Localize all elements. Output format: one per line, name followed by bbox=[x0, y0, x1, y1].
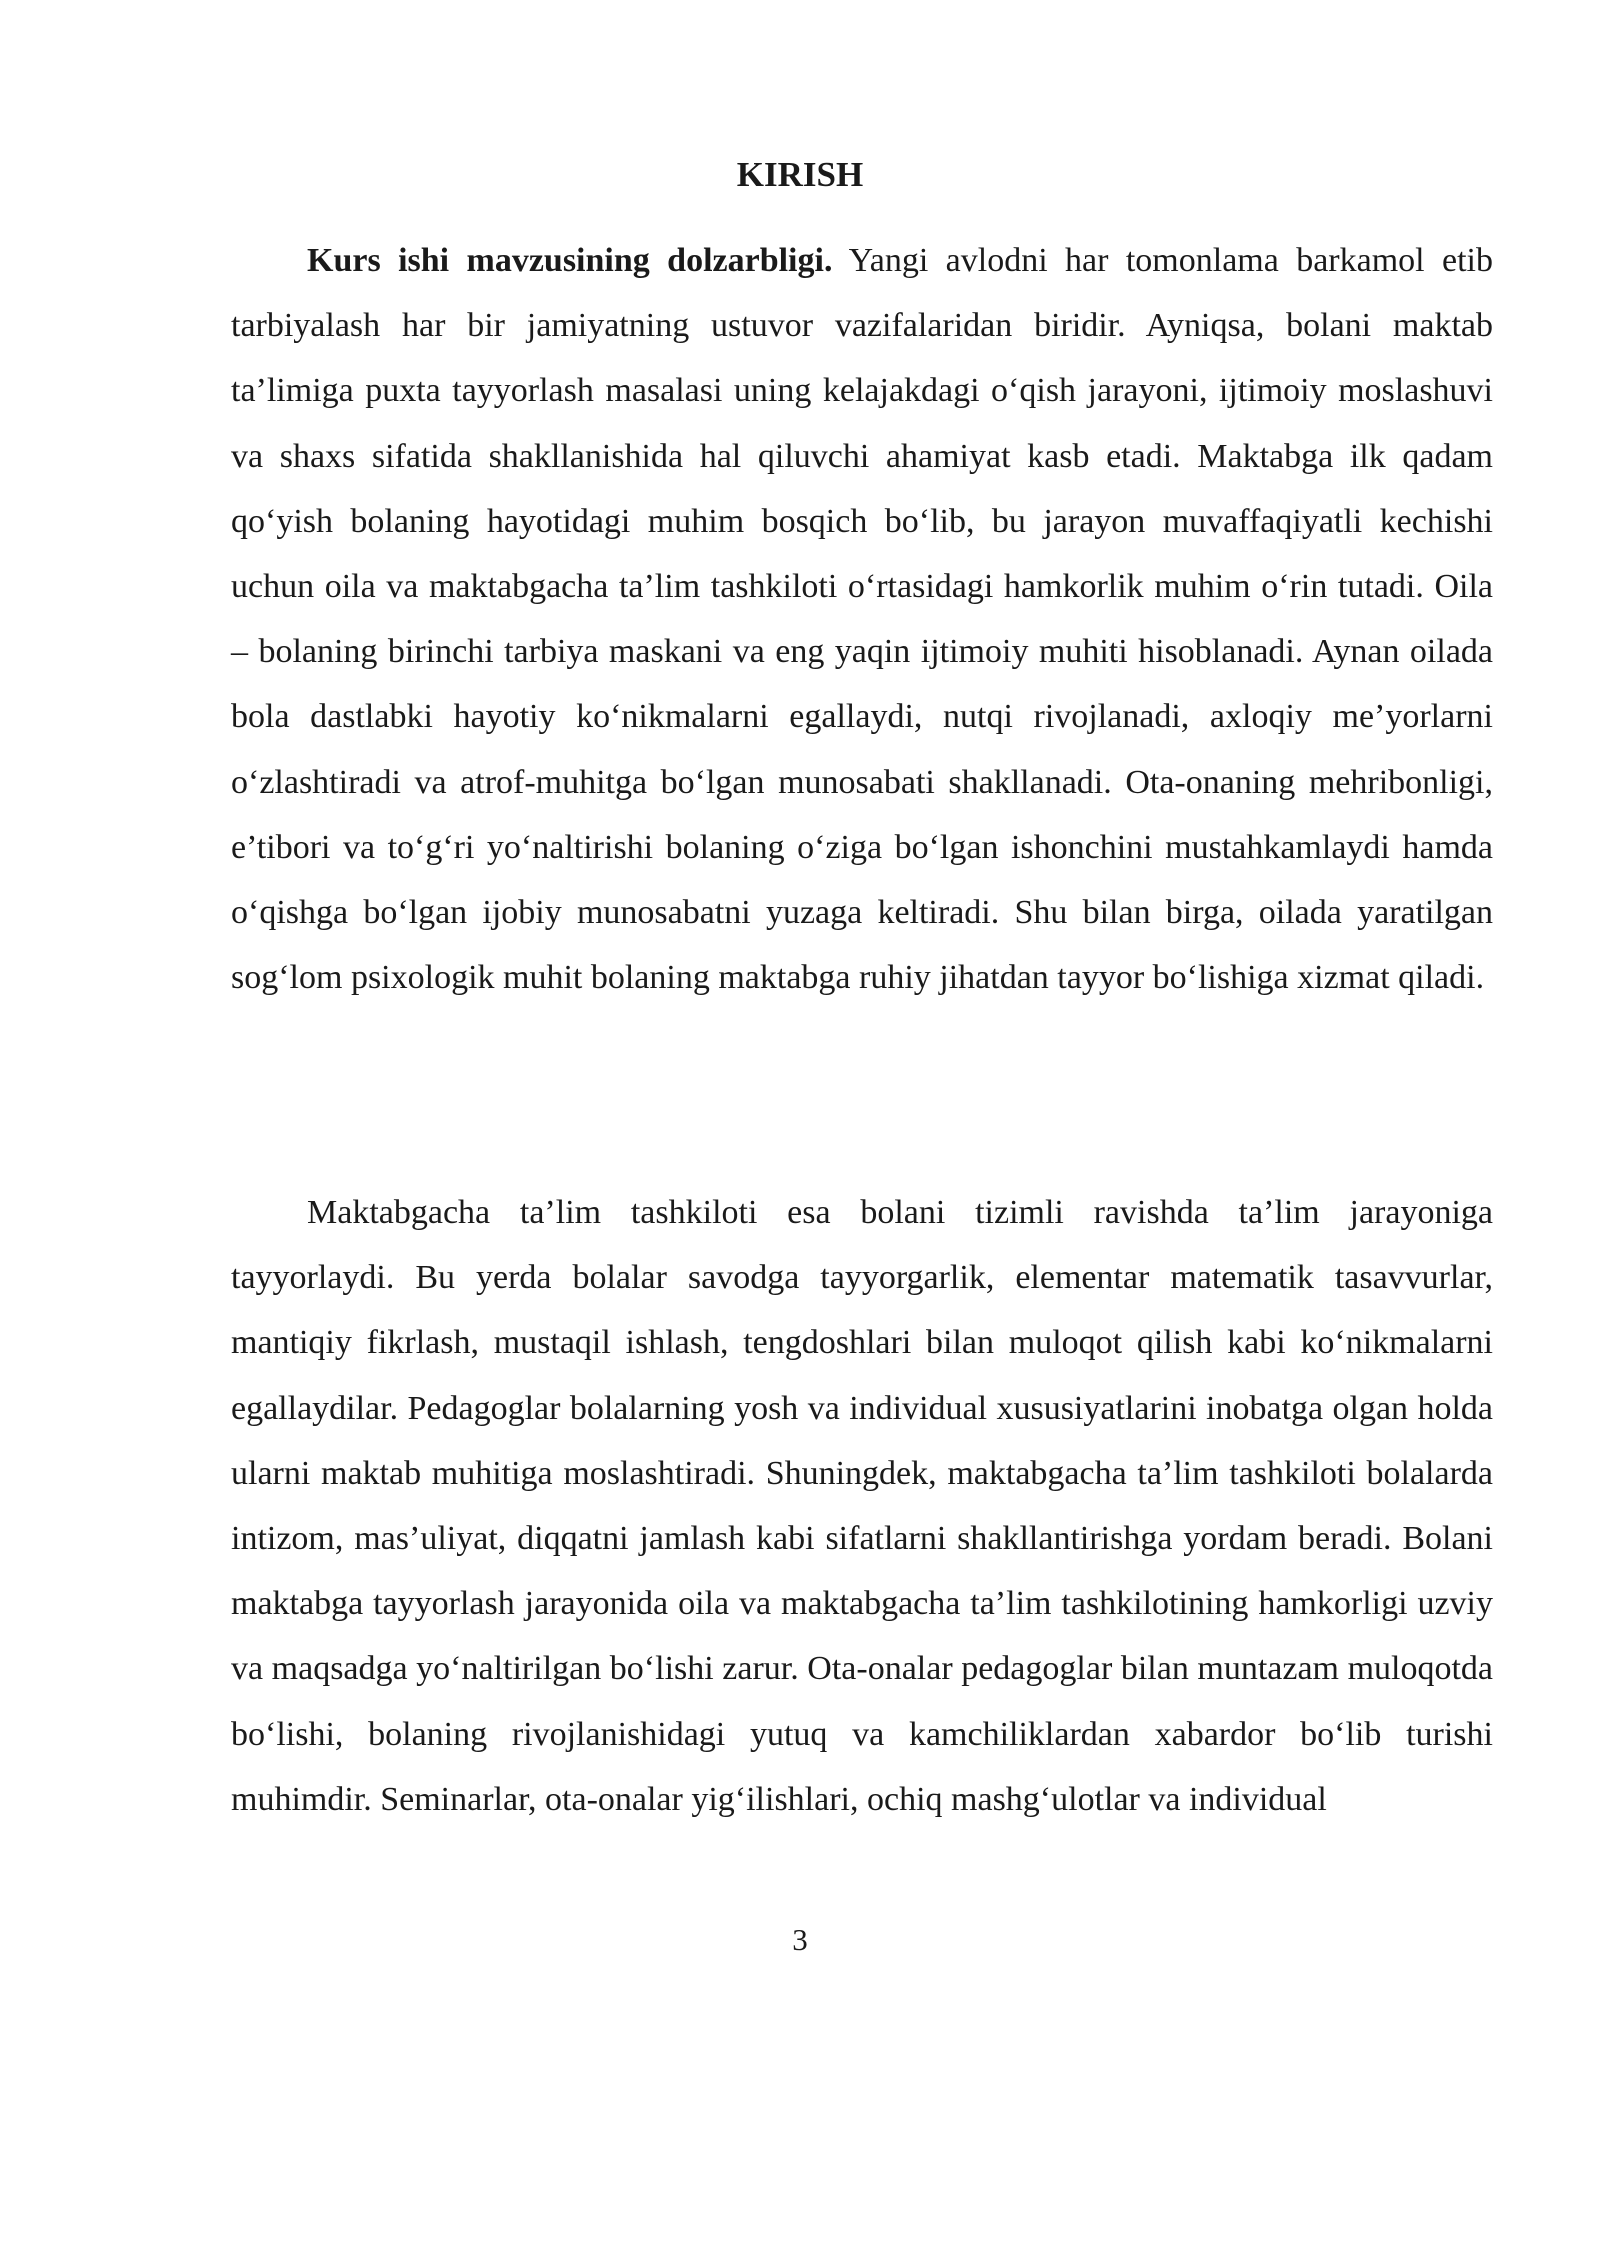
section-heading: KIRISH bbox=[736, 155, 864, 194]
paragraph-body: Maktabgacha ta’lim tashkiloti esa bolani tizimli ravishda ta’lim jarayoniga tayyorlaydi. Bu yerda bolalar savodga tayyorgarlik, elementar matematik tasavvurlar, mantiqiy fikrlash, mustaqil ishlash, tengdoshlari bilan muloqot qilish kabi ko‘nikmalarni egallaydilar. Pedagoglar bolalarning yosh va individual xususiyatlarini inobatga olgan holda ularni maktab muhitiga moslashtiradi. Shuningdek, maktabgacha ta’lim tashkiloti bolalarda intizom, mas’uliyat, diqqatni jamlash kabi sifatlarni shakllantirishga yordam beradi. Bolani maktabga tayyorlash jarayonida oila va maktabgacha ta’lim tashkilotining hamkorligi uzviy va maqsadga yo‘naltirilgan bo‘lishi zarur. Ota-onalar pedagoglar bilan muntazam muloqotda bo‘lishi, bolaning rivojlanishidagi yutuq va kamchiliklardan xabardor bo‘lib turishi muhimdir. Seminarlar, ota-onalar yig‘ilishlari, ochiq mashg‘ulotlar va individual bbox=[231, 1194, 1493, 1818]
paragraph-relevance bbox=[231, 228, 1493, 1010]
paragraph-body: Yangi avlodni har tomonlama barkamol etib tarbiyalash har bir jamiyatning ustuvor vazifalaridan biridir. Ayniqsa, bolani maktab ta’limiga puxta tayyorlash masalasi uning kelajakdagi o‘qish jarayoni, ijtimoiy moslashuvi va shaxs sifatida shakllanishida hal qiluvchi ahamiyat kasb etadi. Maktabga ilk qadam qo‘yish bolaning hayotidagi muhim bosqich bo‘lib, bu jarayon muvaffaqiyatli kechishi uchun oila va maktabgacha ta’lim tashkiloti o‘rtasidagi hamkorlik muhim o‘rin tutadi. Oila – bolaning birinchi tarbiya maskani va eng yaqin ijtimoiy muhiti hisoblanadi. Aynan oilada bola dastlabki hayotiy ko‘nikmalarni egallaydi, nutqi rivojlanadi, axloqiy me’yorlarni o‘zlashtiradi va atrof-muhitga bo‘lgan munosabati shakllanadi. Ota-onaning mehribonligi, e’tibori va to‘g‘ri yo‘naltirishi bolaning o‘ziga bo‘lgan ishonchini mustahkamlaydi hamda o‘qishga bo‘lgan ijobiy munosabatni yuzaga keltiradi. Shu bilan birga, oilada yaratilgan sog‘lom psixologik muhit bolaning maktabga ruhiy jihatdan tayyor bo‘lishiga xizmat qiladi. bbox=[231, 242, 1493, 997]
paragraph-preschool bbox=[231, 1180, 1493, 1832]
paragraph-lead: Kurs ishi mavzusining dolzarbligi. bbox=[307, 242, 833, 279]
page-number: 3 bbox=[792, 1922, 808, 1957]
